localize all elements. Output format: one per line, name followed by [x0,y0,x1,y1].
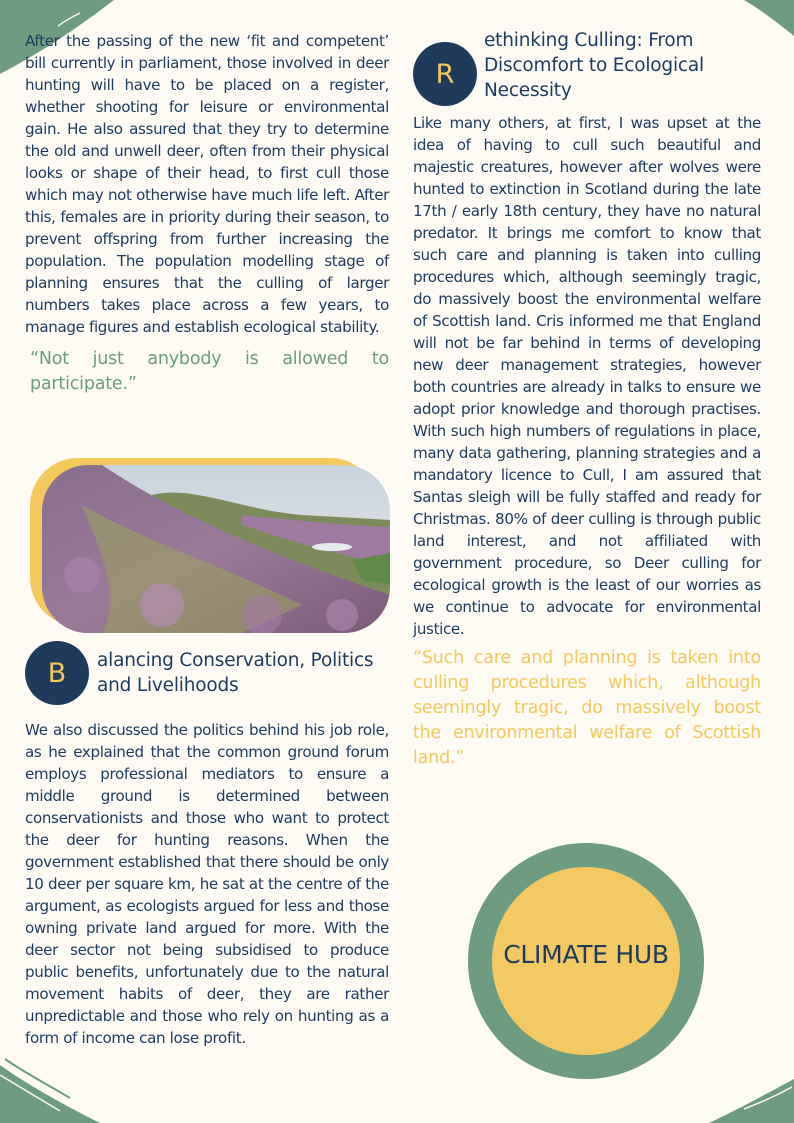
intro-paragraph: After the passing of the new ‘fit and competent’ bill currently in parliament, those involved in deer hunting will have to be placed on a register, whether shooting for leisure or environmental gain. He also assured that they try to determine the old and unwell deer, often from their physical looks or shape of their head, to first cull those which may not otherwise have much life left. After this, females are in priority during their season, to prevent offspring from further increasing the population. The population modelling stage of planning ensures that the culling of larger numbers takes place across a few years, to manage figures and establish ecological stability. [25,32,390,336]
bottom-left-brush-stroke [0,1043,110,1123]
bottom-right-brush-stroke [704,1073,794,1123]
left-section [25,641,389,1049]
section-paragraph-balancing: We also discussed the politics behind his job role, as he explained that the common ground forum employs professional mediators to ensure a middle ground is determined between conservationists and those who want to protect the deer for hunting reasons. When the government established that there should be only 10 deer per square km, he sat at the centre of the argument, as ecologists argued for less and those owning private land argued for more. With the deer sector not being subsidised to produce public benefits, unfortunately due to the natural movement habits of deer, they are rather unpredictable and those who rely on hunting as a form of income can lose profit. [25,721,389,1047]
section-paragraph-rethinking: Like many others, at first, I was upset at the idea of having to cull such beautiful and majestic creatures, however after wolves were hunted to extinction in Scotland during the late 17th / early 18th century, they have no natural predator. It brings me comfort to know that such care and planning is taken into culling procedures which, although seemingly tragic, do massively boost the environmental welfare of Scottish land. Cris informed me that England will not be far behind in terms of developing new deer management strategies, however both countries are already in talks to ensure we adopt prior knowledge and thorough practises. With such high numbers of regulations in place, many data gathering, planning strategies and a mandatory licence to Cull, I am assured that Santas sleigh will be fully staffed and ready for Christmas. 80% of deer culling is through public land interest, and not affiliated with government procedure, so Deer culling for ecological growth is the least of our worries as we continue to advocate for environmental justice. [413,114,761,638]
heather-hillside-photo [42,465,390,633]
climate-hub-logo [468,843,704,1079]
section-heading-text: ethinking Culling: From Discomfort to Ecological Necessity [484,30,704,101]
drop-cap-circle: R [413,42,477,106]
pull-quote-green: “Not just anybody is allowed to participate.” [30,349,389,394]
right-column [413,28,761,771]
pull-quote-yellow: “Such care and planning is taken into culling procedures which, although seemingly tragic, do massively boost the environmental welfare of Scottish land.” [413,648,761,768]
drop-cap-circle: B [25,641,89,705]
section-heading-rethinking [413,28,761,106]
section-heading-balancing [25,641,389,705]
left-column [25,30,389,397]
section-heading-text: alancing Conservation, Politics and Livelihoods [97,650,374,696]
landscape-photo-block [30,458,390,630]
logo-text: CLIMATE HUB [503,940,669,969]
